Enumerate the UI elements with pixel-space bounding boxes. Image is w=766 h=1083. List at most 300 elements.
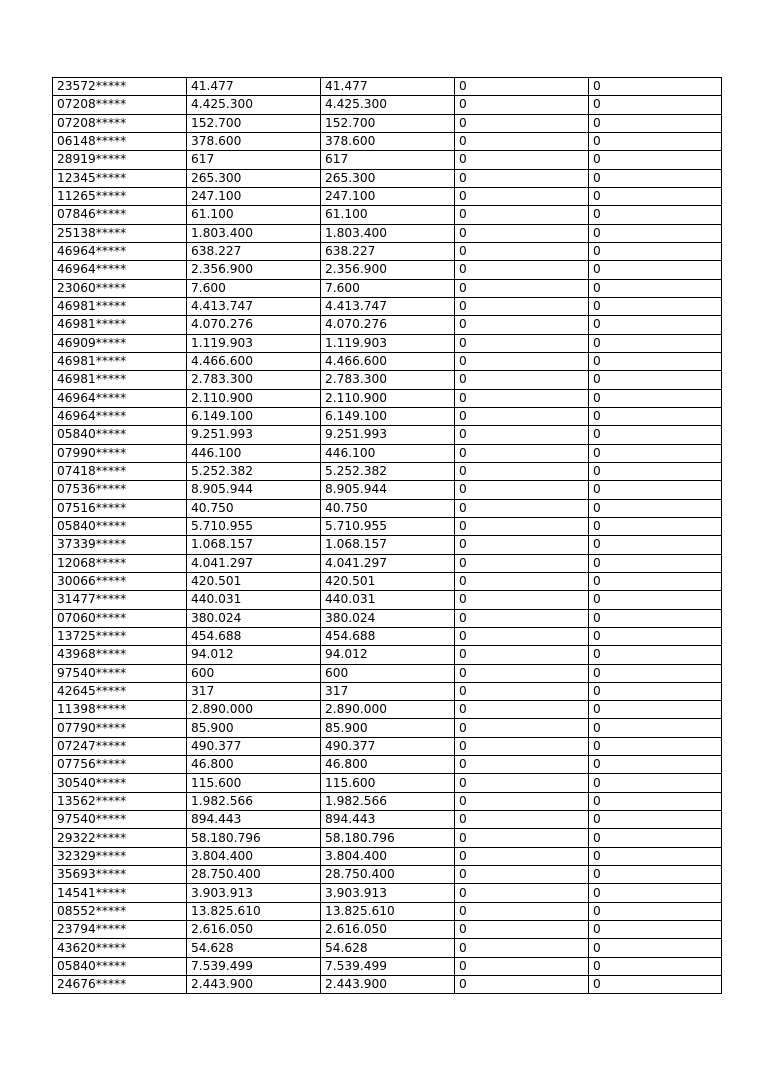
amount-cell-2: 1.803.400 xyxy=(321,224,455,242)
table-row xyxy=(53,517,722,535)
amount-cell-2: 1.119.903 xyxy=(321,334,455,352)
amount-cell-2: 28.750.400 xyxy=(321,866,455,884)
amount-cell: 152.700 xyxy=(187,114,321,132)
table-row xyxy=(53,774,722,792)
zero-cell: 0 xyxy=(455,554,589,572)
id-cell: 13725***** xyxy=(53,627,187,645)
zero-cell-2: 0 xyxy=(589,866,722,884)
zero-cell: 0 xyxy=(455,242,589,260)
amount-cell: 4.466.600 xyxy=(187,352,321,370)
table-row xyxy=(53,701,722,719)
zero-cell: 0 xyxy=(455,444,589,462)
table-row xyxy=(53,334,722,352)
id-cell: 11265***** xyxy=(53,187,187,205)
amount-cell: 8.905.944 xyxy=(187,481,321,499)
amount-cell-2: 4.041.297 xyxy=(321,554,455,572)
amount-cell: 7.539.499 xyxy=(187,957,321,975)
zero-cell-2: 0 xyxy=(589,481,722,499)
zero-cell: 0 xyxy=(455,719,589,737)
table-row xyxy=(53,554,722,572)
amount-cell: 85.900 xyxy=(187,719,321,737)
zero-cell-2: 0 xyxy=(589,242,722,260)
id-cell: 07756***** xyxy=(53,756,187,774)
zero-cell-2: 0 xyxy=(589,591,722,609)
table-row xyxy=(53,939,722,957)
amount-cell: 440.031 xyxy=(187,591,321,609)
amount-cell: 2.783.300 xyxy=(187,371,321,389)
amount-cell: 317 xyxy=(187,682,321,700)
amount-cell-2: 600 xyxy=(321,664,455,682)
zero-cell: 0 xyxy=(455,792,589,810)
id-cell: 07208***** xyxy=(53,96,187,114)
table-row xyxy=(53,664,722,682)
id-cell: 46964***** xyxy=(53,389,187,407)
zero-cell-2: 0 xyxy=(589,206,722,224)
table-row xyxy=(53,371,722,389)
amount-cell-2: 61.100 xyxy=(321,206,455,224)
table-row xyxy=(53,682,722,700)
amount-cell: 40.750 xyxy=(187,499,321,517)
amount-cell: 2.616.050 xyxy=(187,921,321,939)
amount-cell: 28.750.400 xyxy=(187,866,321,884)
amount-cell: 490.377 xyxy=(187,737,321,755)
zero-cell-2: 0 xyxy=(589,279,722,297)
id-cell: 25138***** xyxy=(53,224,187,242)
amount-cell: 2.356.900 xyxy=(187,261,321,279)
amount-cell: 378.600 xyxy=(187,132,321,150)
amount-cell-2: 2.110.900 xyxy=(321,389,455,407)
zero-cell-2: 0 xyxy=(589,132,722,150)
table-row xyxy=(53,297,722,315)
data-table xyxy=(52,77,722,994)
amount-cell-2: 378.600 xyxy=(321,132,455,150)
table-row xyxy=(53,921,722,939)
zero-cell: 0 xyxy=(455,902,589,920)
amount-cell: 4.041.297 xyxy=(187,554,321,572)
zero-cell: 0 xyxy=(455,756,589,774)
amount-cell-2: 2.356.900 xyxy=(321,261,455,279)
id-cell: 07790***** xyxy=(53,719,187,737)
amount-cell-2: 152.700 xyxy=(321,114,455,132)
amount-cell: 2.443.900 xyxy=(187,976,321,994)
id-cell: 13562***** xyxy=(53,792,187,810)
id-cell: 46981***** xyxy=(53,371,187,389)
table-row xyxy=(53,462,722,480)
amount-cell: 6.149.100 xyxy=(187,407,321,425)
table-row xyxy=(53,261,722,279)
table-row xyxy=(53,169,722,187)
zero-cell-2: 0 xyxy=(589,407,722,425)
zero-cell-2: 0 xyxy=(589,224,722,242)
amount-cell-2: 13.825.610 xyxy=(321,902,455,920)
zero-cell: 0 xyxy=(455,939,589,957)
zero-cell: 0 xyxy=(455,132,589,150)
id-cell: 05840***** xyxy=(53,426,187,444)
table-row xyxy=(53,591,722,609)
amount-cell: 380.024 xyxy=(187,609,321,627)
amount-cell: 2.890.000 xyxy=(187,701,321,719)
zero-cell: 0 xyxy=(455,206,589,224)
zero-cell-2: 0 xyxy=(589,609,722,627)
zero-cell-2: 0 xyxy=(589,151,722,169)
amount-cell-2: 3.804.400 xyxy=(321,847,455,865)
amount-cell-2: 894.443 xyxy=(321,811,455,829)
amount-cell: 617 xyxy=(187,151,321,169)
zero-cell-2: 0 xyxy=(589,829,722,847)
table-row xyxy=(53,224,722,242)
zero-cell: 0 xyxy=(455,316,589,334)
zero-cell: 0 xyxy=(455,114,589,132)
table-row xyxy=(53,206,722,224)
zero-cell-2: 0 xyxy=(589,902,722,920)
id-cell: 37339***** xyxy=(53,536,187,554)
table-row xyxy=(53,756,722,774)
table-row xyxy=(53,96,722,114)
amount-cell: 1.119.903 xyxy=(187,334,321,352)
zero-cell-2: 0 xyxy=(589,169,722,187)
zero-cell-2: 0 xyxy=(589,499,722,517)
id-cell: 46981***** xyxy=(53,297,187,315)
id-cell: 97540***** xyxy=(53,664,187,682)
zero-cell: 0 xyxy=(455,297,589,315)
zero-cell: 0 xyxy=(455,407,589,425)
amount-cell-2: 317 xyxy=(321,682,455,700)
zero-cell: 0 xyxy=(455,921,589,939)
id-cell: 07536***** xyxy=(53,481,187,499)
zero-cell-2: 0 xyxy=(589,774,722,792)
zero-cell: 0 xyxy=(455,78,589,96)
id-cell: 30540***** xyxy=(53,774,187,792)
id-cell: 07208***** xyxy=(53,114,187,132)
id-cell: 46981***** xyxy=(53,352,187,370)
amount-cell-2: 247.100 xyxy=(321,187,455,205)
table-row xyxy=(53,884,722,902)
amount-cell-2: 3.903.913 xyxy=(321,884,455,902)
zero-cell: 0 xyxy=(455,609,589,627)
id-cell: 97540***** xyxy=(53,811,187,829)
table-row xyxy=(53,572,722,590)
table-row xyxy=(53,847,722,865)
zero-cell-2: 0 xyxy=(589,939,722,957)
table-row xyxy=(53,957,722,975)
id-cell: 32329***** xyxy=(53,847,187,865)
amount-cell: 247.100 xyxy=(187,187,321,205)
amount-cell: 115.600 xyxy=(187,774,321,792)
zero-cell-2: 0 xyxy=(589,719,722,737)
id-cell: 46964***** xyxy=(53,242,187,260)
amount-cell: 94.012 xyxy=(187,646,321,664)
table-row xyxy=(53,352,722,370)
zero-cell-2: 0 xyxy=(589,371,722,389)
id-cell: 07060***** xyxy=(53,609,187,627)
amount-cell: 446.100 xyxy=(187,444,321,462)
zero-cell-2: 0 xyxy=(589,517,722,535)
amount-cell: 9.251.993 xyxy=(187,426,321,444)
table-row xyxy=(53,811,722,829)
zero-cell: 0 xyxy=(455,884,589,902)
id-cell: 07990***** xyxy=(53,444,187,462)
zero-cell-2: 0 xyxy=(589,352,722,370)
zero-cell: 0 xyxy=(455,481,589,499)
amount-cell-2: 1.068.157 xyxy=(321,536,455,554)
table-row xyxy=(53,444,722,462)
amount-cell-2: 1.982.566 xyxy=(321,792,455,810)
zero-cell: 0 xyxy=(455,976,589,994)
id-cell: 07846***** xyxy=(53,206,187,224)
table-row xyxy=(53,114,722,132)
zero-cell-2: 0 xyxy=(589,664,722,682)
amount-cell-2: 115.600 xyxy=(321,774,455,792)
zero-cell: 0 xyxy=(455,591,589,609)
id-cell: 23060***** xyxy=(53,279,187,297)
amount-cell-2: 380.024 xyxy=(321,609,455,627)
amount-cell: 4.070.276 xyxy=(187,316,321,334)
zero-cell-2: 0 xyxy=(589,847,722,865)
zero-cell-2: 0 xyxy=(589,261,722,279)
table-row xyxy=(53,132,722,150)
zero-cell: 0 xyxy=(455,462,589,480)
amount-cell: 5.252.382 xyxy=(187,462,321,480)
zero-cell-2: 0 xyxy=(589,976,722,994)
id-cell: 43968***** xyxy=(53,646,187,664)
table-row xyxy=(53,407,722,425)
amount-cell-2: 2.443.900 xyxy=(321,976,455,994)
amount-cell-2: 265.300 xyxy=(321,169,455,187)
zero-cell-2: 0 xyxy=(589,187,722,205)
id-cell: 12068***** xyxy=(53,554,187,572)
amount-cell-2: 5.252.382 xyxy=(321,462,455,480)
zero-cell-2: 0 xyxy=(589,737,722,755)
zero-cell-2: 0 xyxy=(589,921,722,939)
zero-cell: 0 xyxy=(455,187,589,205)
zero-cell: 0 xyxy=(455,866,589,884)
id-cell: 14541***** xyxy=(53,884,187,902)
id-cell: 05840***** xyxy=(53,957,187,975)
table-row xyxy=(53,187,722,205)
zero-cell: 0 xyxy=(455,774,589,792)
zero-cell: 0 xyxy=(455,499,589,517)
amount-cell-2: 9.251.993 xyxy=(321,426,455,444)
id-cell: 31477***** xyxy=(53,591,187,609)
id-cell: 08552***** xyxy=(53,902,187,920)
amount-cell-2: 4.466.600 xyxy=(321,352,455,370)
zero-cell: 0 xyxy=(455,389,589,407)
amount-cell-2: 5.710.955 xyxy=(321,517,455,535)
table-row xyxy=(53,609,722,627)
table-row xyxy=(53,242,722,260)
amount-cell-2: 7.600 xyxy=(321,279,455,297)
amount-cell-2: 454.688 xyxy=(321,627,455,645)
zero-cell: 0 xyxy=(455,371,589,389)
zero-cell-2: 0 xyxy=(589,462,722,480)
id-cell: 46909***** xyxy=(53,334,187,352)
zero-cell-2: 0 xyxy=(589,701,722,719)
table-row xyxy=(53,866,722,884)
amount-cell: 2.110.900 xyxy=(187,389,321,407)
amount-cell-2: 54.628 xyxy=(321,939,455,957)
table-row xyxy=(53,902,722,920)
id-cell: 43620***** xyxy=(53,939,187,957)
amount-cell-2: 2.890.000 xyxy=(321,701,455,719)
table-row xyxy=(53,829,722,847)
zero-cell: 0 xyxy=(455,279,589,297)
zero-cell: 0 xyxy=(455,224,589,242)
zero-cell: 0 xyxy=(455,151,589,169)
id-cell: 05840***** xyxy=(53,517,187,535)
table-row xyxy=(53,481,722,499)
amount-cell: 4.425.300 xyxy=(187,96,321,114)
zero-cell-2: 0 xyxy=(589,78,722,96)
amount-cell: 7.600 xyxy=(187,279,321,297)
id-cell: 29322***** xyxy=(53,829,187,847)
zero-cell-2: 0 xyxy=(589,334,722,352)
amount-cell: 41.477 xyxy=(187,78,321,96)
amount-cell: 4.413.747 xyxy=(187,297,321,315)
amount-cell-2: 4.070.276 xyxy=(321,316,455,334)
amount-cell: 638.227 xyxy=(187,242,321,260)
amount-cell: 1.803.400 xyxy=(187,224,321,242)
amount-cell-2: 2.783.300 xyxy=(321,371,455,389)
id-cell: 07247***** xyxy=(53,737,187,755)
zero-cell: 0 xyxy=(455,646,589,664)
zero-cell: 0 xyxy=(455,957,589,975)
table-row xyxy=(53,792,722,810)
zero-cell-2: 0 xyxy=(589,811,722,829)
zero-cell-2: 0 xyxy=(589,297,722,315)
amount-cell-2: 4.413.747 xyxy=(321,297,455,315)
zero-cell: 0 xyxy=(455,701,589,719)
id-cell: 30066***** xyxy=(53,572,187,590)
table-row xyxy=(53,719,722,737)
zero-cell-2: 0 xyxy=(589,627,722,645)
table-row xyxy=(53,279,722,297)
id-cell: 12345***** xyxy=(53,169,187,187)
zero-cell: 0 xyxy=(455,627,589,645)
zero-cell: 0 xyxy=(455,426,589,444)
amount-cell-2: 490.377 xyxy=(321,737,455,755)
amount-cell: 454.688 xyxy=(187,627,321,645)
zero-cell: 0 xyxy=(455,664,589,682)
table-row xyxy=(53,536,722,554)
id-cell: 42645***** xyxy=(53,682,187,700)
amount-cell-2: 40.750 xyxy=(321,499,455,517)
zero-cell-2: 0 xyxy=(589,682,722,700)
amount-cell-2: 638.227 xyxy=(321,242,455,260)
id-cell: 46981***** xyxy=(53,316,187,334)
table-row xyxy=(53,151,722,169)
amount-cell: 3.804.400 xyxy=(187,847,321,865)
amount-cell: 46.800 xyxy=(187,756,321,774)
amount-cell: 894.443 xyxy=(187,811,321,829)
table-row xyxy=(53,389,722,407)
zero-cell-2: 0 xyxy=(589,426,722,444)
id-cell: 11398***** xyxy=(53,701,187,719)
amount-cell-2: 6.149.100 xyxy=(321,407,455,425)
amount-cell: 265.300 xyxy=(187,169,321,187)
zero-cell-2: 0 xyxy=(589,884,722,902)
zero-cell-2: 0 xyxy=(589,316,722,334)
zero-cell: 0 xyxy=(455,572,589,590)
zero-cell: 0 xyxy=(455,96,589,114)
amount-cell: 54.628 xyxy=(187,939,321,957)
amount-cell: 13.825.610 xyxy=(187,902,321,920)
amount-cell-2: 46.800 xyxy=(321,756,455,774)
amount-cell: 1.982.566 xyxy=(187,792,321,810)
table-row xyxy=(53,499,722,517)
zero-cell: 0 xyxy=(455,682,589,700)
id-cell: 46964***** xyxy=(53,261,187,279)
amount-cell-2: 94.012 xyxy=(321,646,455,664)
zero-cell-2: 0 xyxy=(589,756,722,774)
amount-cell-2: 8.905.944 xyxy=(321,481,455,499)
zero-cell-2: 0 xyxy=(589,96,722,114)
amount-cell-2: 617 xyxy=(321,151,455,169)
zero-cell-2: 0 xyxy=(589,646,722,664)
amount-cell: 61.100 xyxy=(187,206,321,224)
zero-cell: 0 xyxy=(455,829,589,847)
zero-cell: 0 xyxy=(455,517,589,535)
zero-cell-2: 0 xyxy=(589,389,722,407)
amount-cell: 1.068.157 xyxy=(187,536,321,554)
zero-cell-2: 0 xyxy=(589,114,722,132)
amount-cell-2: 440.031 xyxy=(321,591,455,609)
table-row xyxy=(53,78,722,96)
zero-cell-2: 0 xyxy=(589,444,722,462)
zero-cell: 0 xyxy=(455,261,589,279)
table-row xyxy=(53,426,722,444)
table-row xyxy=(53,976,722,994)
table-body xyxy=(53,78,722,994)
id-cell: 23794***** xyxy=(53,921,187,939)
zero-cell-2: 0 xyxy=(589,572,722,590)
table-row xyxy=(53,316,722,334)
amount-cell-2: 2.616.050 xyxy=(321,921,455,939)
id-cell: 07418***** xyxy=(53,462,187,480)
zero-cell-2: 0 xyxy=(589,957,722,975)
amount-cell: 420.501 xyxy=(187,572,321,590)
zero-cell: 0 xyxy=(455,737,589,755)
table-row xyxy=(53,646,722,664)
id-cell: 24676***** xyxy=(53,976,187,994)
zero-cell: 0 xyxy=(455,352,589,370)
id-cell: 46964***** xyxy=(53,407,187,425)
id-cell: 07516***** xyxy=(53,499,187,517)
table-row xyxy=(53,627,722,645)
amount-cell: 5.710.955 xyxy=(187,517,321,535)
table-row xyxy=(53,737,722,755)
zero-cell-2: 0 xyxy=(589,554,722,572)
id-cell: 35693***** xyxy=(53,866,187,884)
zero-cell-2: 0 xyxy=(589,536,722,554)
amount-cell-2: 85.900 xyxy=(321,719,455,737)
id-cell: 06148***** xyxy=(53,132,187,150)
zero-cell: 0 xyxy=(455,536,589,554)
zero-cell: 0 xyxy=(455,811,589,829)
amount-cell-2: 446.100 xyxy=(321,444,455,462)
id-cell: 28919***** xyxy=(53,151,187,169)
amount-cell-2: 41.477 xyxy=(321,78,455,96)
zero-cell: 0 xyxy=(455,169,589,187)
amount-cell: 600 xyxy=(187,664,321,682)
id-cell: 23572***** xyxy=(53,78,187,96)
zero-cell-2: 0 xyxy=(589,792,722,810)
amount-cell: 58.180.796 xyxy=(187,829,321,847)
amount-cell-2: 58.180.796 xyxy=(321,829,455,847)
amount-cell-2: 4.425.300 xyxy=(321,96,455,114)
zero-cell: 0 xyxy=(455,847,589,865)
zero-cell: 0 xyxy=(455,334,589,352)
amount-cell: 3.903.913 xyxy=(187,884,321,902)
